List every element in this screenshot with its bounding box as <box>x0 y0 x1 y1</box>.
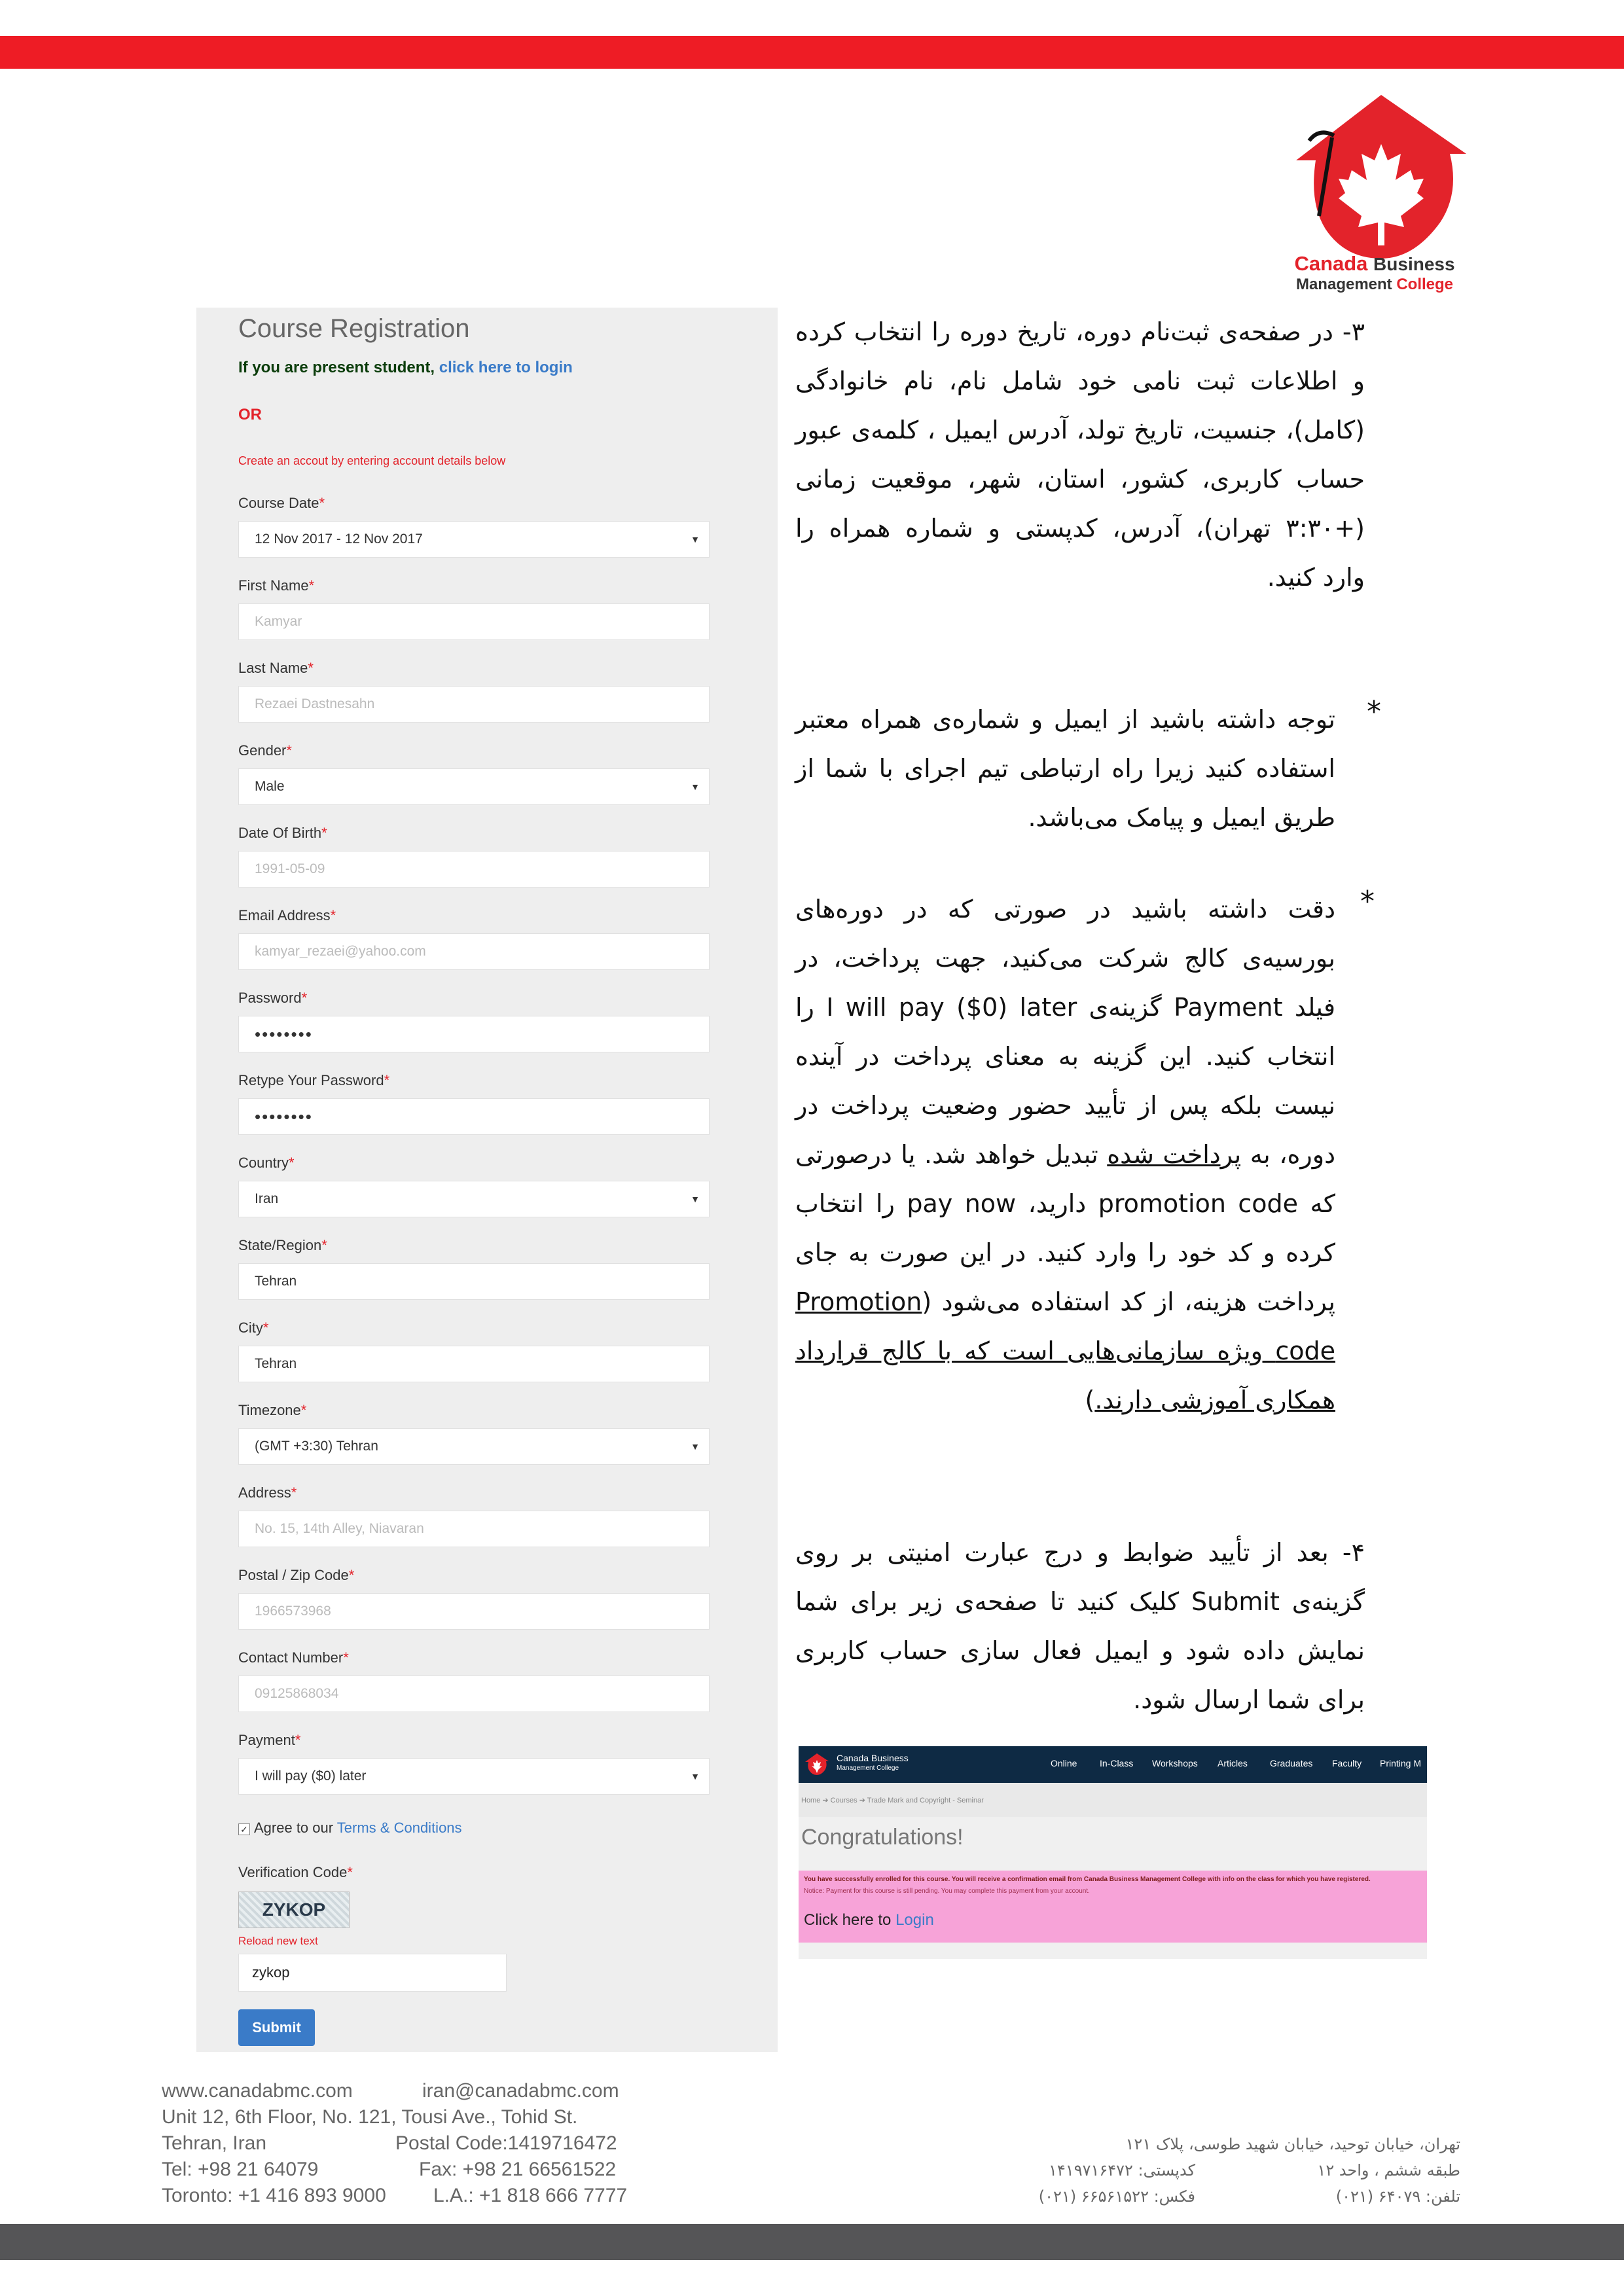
step3-text: در صفحه‌ی ثبت‌نام دوره، تاریخ دوره را انتخاب کرده و اطلاعات ثبت نامی خود شامل نام، نام خانوادگی (کامل)، جنسیت، تاریخ تولد، آدرس ایمیل ، کلمه‌ی عبور حساب کاربری، کشور، استان، شهر، موقعیت زمانی (+۳:۳۰ تهران)، آدرس، کدپستی و شماره همراه را وارد کنید. <box>795 317 1365 592</box>
city-label: City* <box>238 1319 269 1336</box>
last-name-value: Rezaei Dastnesahn <box>255 696 375 711</box>
agree-terms <box>238 1820 462 1837</box>
address-label: Address* <box>238 1484 297 1501</box>
nav-faculty[interactable]: Faculty <box>1332 1758 1362 1768</box>
contact-value: 09125868034 <box>255 1686 339 1701</box>
present-student-text <box>238 359 573 377</box>
step4-text: بعد از تأیید ضوابط و درج عبارت امنیتی بر روی گزینه‌ی Submit کلیک کنید تا صفحه‌ی زیر برای شما نمایش داده شود و ایمیل فعال سازی حساب کاربری برای شما ارسال شود. <box>795 1538 1365 1714</box>
retype-password-label-text: Retype Your Password <box>238 1072 384 1088</box>
retype-password-field[interactable] <box>238 1098 710 1135</box>
note2-paragraph <box>795 885 1335 1425</box>
footer-fa-tel: تلفن: ۶۴۰۷۹ (۰۲۱) <box>1335 2187 1460 2206</box>
contact-label-text: Contact Number <box>238 1649 344 1666</box>
postal-value: 1966573968 <box>255 1604 331 1619</box>
verification-code-value: zykop <box>252 1964 290 1981</box>
captcha-image: ZYKOP <box>238 1892 350 1928</box>
password-label: Password* <box>238 990 308 1006</box>
timezone-value: (GMT +3:30) Tehran <box>255 1439 378 1454</box>
create-account-hint: Create an accout by entering account details below <box>238 454 506 467</box>
payment-label-text: Payment <box>238 1732 295 1748</box>
note1-star: * <box>1367 695 1381 728</box>
nav-in-class[interactable]: In-Class <box>1100 1758 1134 1768</box>
step3-paragraph <box>795 308 1365 602</box>
footer-fax: Fax: +98 21 66561522 <box>419 2159 617 2180</box>
payment-select[interactable] <box>238 1758 710 1795</box>
form-title: Course Registration <box>238 314 470 343</box>
step4-paragraph <box>795 1528 1365 1725</box>
footer-la: L.A.: +1 818 666 7777 <box>433 2185 628 2206</box>
dob-label-text: Date Of Birth <box>238 825 322 841</box>
logo-name-canada: Canada <box>1294 252 1368 275</box>
note2-underlined1: پرداخت شده <box>1107 1140 1242 1169</box>
site-brand-line1: Canada Business <box>837 1753 909 1763</box>
gender-select[interactable] <box>238 768 710 805</box>
top-red-bar <box>0 36 1624 69</box>
submit-button[interactable]: Submit <box>238 2009 315 2046</box>
payment-notice: Notice: Payment for this course is still pending. You may complete this payment from your account. <box>804 1888 1090 1895</box>
footer-fa-fax: فکس: ۶۶۵۶۱۵۲۲ (۰۲۱) <box>1038 2187 1195 2206</box>
address-field[interactable] <box>238 1511 710 1547</box>
postal-label: Postal / Zip Code* <box>238 1567 355 1583</box>
nav-online[interactable]: Online <box>1051 1758 1077 1768</box>
first-name-field[interactable] <box>238 603 710 640</box>
breadcrumb: Home ➔ Courses ➔ Trade Mark and Copyright - Seminar <box>801 1797 984 1804</box>
payment-value: I will pay ($0) later <box>255 1768 367 1784</box>
footer-toronto: Toronto: +1 416 893 9000 <box>162 2185 386 2206</box>
step4-number: ۴- <box>1342 1538 1365 1567</box>
first-name-value: Kamyar <box>255 614 302 629</box>
gender-label-text: Gender <box>238 742 287 759</box>
logo-name-college: College <box>1396 275 1454 293</box>
retype-password-label: Retype Your Password* <box>238 1072 390 1088</box>
course-date-label-text: Course Date <box>238 495 319 511</box>
state-label-text: State/Region <box>238 1237 322 1253</box>
nav-workshops[interactable]: Workshops <box>1152 1758 1198 1768</box>
course-registration-form <box>196 308 778 2052</box>
country-label: Country* <box>238 1155 295 1171</box>
note2-underlined2: Promotion code ویژه سازمانی‌هایی است که با کالج قرارداد همکاری آموزشی دارند. <box>795 1287 1335 1414</box>
postal-field[interactable] <box>238 1593 710 1630</box>
agree-checkbox[interactable]: ✓ <box>238 1823 250 1835</box>
state-label: State/Region* <box>238 1237 327 1253</box>
footer-fa-postal: کدپستی: ۱۴۱۹۷۱۶۴۷۲ <box>1049 2161 1195 2179</box>
step3-number: ۳- <box>1342 317 1365 346</box>
gender-value: Male <box>255 779 285 794</box>
chevron-down-icon: ▼ <box>691 534 700 545</box>
note2-part1: دقت داشته باشید در صورتی که در دوره‌های بورسیه‌ی کالج شرکت می‌کنید، جهت پرداخت، در فیلد Payment گزینه‌ی I will pay ($0) later را انتخاب کنید. این گزینه به معنای پرداخت در آینده نیست بلکه پس از تأیید حضور وضعیت پرداخت در دوره، به <box>795 895 1335 1169</box>
nav-printing[interactable]: Printing M <box>1380 1758 1422 1768</box>
congrats-message: You have successfully enrolled for this course. You will receive a confirmation email from Canada Business Management College with info on the class for which you have registered. <box>804 1876 1371 1883</box>
timezone-label: Timezone* <box>238 1402 307 1418</box>
retype-password-value: •••••••• <box>255 1107 313 1126</box>
payment-label: Payment* <box>238 1732 301 1748</box>
verification-label: Verification Code* <box>238 1864 353 1880</box>
footer-postal: Postal Code:1419716472 <box>395 2132 617 2154</box>
reload-captcha-link[interactable]: Reload new text <box>238 1935 318 1947</box>
logo-wordmark <box>1270 252 1479 293</box>
first-name-label: First Name* <box>238 577 315 594</box>
verification-code-field[interactable] <box>238 1954 507 1992</box>
email-value: kamyar_rezaei@yahoo.com <box>255 944 426 959</box>
password-field[interactable] <box>238 1016 710 1052</box>
nav-graduates[interactable]: Graduates <box>1270 1758 1313 1768</box>
verification-label-text: Verification Code <box>238 1864 348 1880</box>
gender-label: Gender* <box>238 742 292 759</box>
footer-email: iran@canadabmc.com <box>422 2080 619 2102</box>
nav-articles[interactable]: Articles <box>1218 1758 1248 1768</box>
logo-name-management: Management <box>1295 275 1392 293</box>
email-label: Email Address* <box>238 907 336 924</box>
state-value: Tehran <box>255 1274 297 1289</box>
dob-label: Date Of Birth* <box>238 825 327 841</box>
dob-value: 1991-05-09 <box>255 861 325 876</box>
country-value: Iran <box>255 1191 279 1206</box>
city-field[interactable] <box>238 1346 710 1382</box>
login-link[interactable]: click here to login <box>439 359 573 376</box>
password-label-text: Password <box>238 990 302 1006</box>
click-here-login <box>804 1911 934 1929</box>
last-name-label: Last Name* <box>238 660 314 676</box>
city-value: Tehran <box>255 1356 297 1371</box>
chevron-down-icon: ▼ <box>691 1194 700 1204</box>
site-logo-icon <box>804 1751 830 1778</box>
contact-field[interactable] <box>238 1676 710 1712</box>
course-date-select[interactable] <box>238 521 710 558</box>
chevron-down-icon: ▼ <box>691 1771 700 1782</box>
agree-text: Agree to our <box>254 1820 334 1836</box>
contact-label: Contact Number* <box>238 1649 349 1666</box>
note2-part3: ) <box>1085 1386 1095 1414</box>
course-date-value: 12 Nov 2017 - 12 Nov 2017 <box>255 531 423 547</box>
dob-field[interactable] <box>238 851 710 888</box>
present-student-label: If you are present student, <box>238 359 435 376</box>
congratulations-screenshot <box>799 1746 1427 1959</box>
congrats-title: Congratulations! <box>801 1825 964 1850</box>
last-name-label-text: Last Name <box>238 660 308 676</box>
footer-tel: Tel: +98 21 64079 <box>162 2159 319 2180</box>
chevron-down-icon: ▼ <box>691 1441 700 1452</box>
login-link[interactable]: Login <box>895 1911 934 1929</box>
footer-fa-address2: طبقه ششم ، واحد ۱۲ <box>1317 2161 1460 2179</box>
note1-paragraph <box>795 695 1335 842</box>
site-brand <box>837 1753 909 1774</box>
logo-name-business: Business <box>1373 254 1455 274</box>
first-name-label-text: First Name <box>238 577 309 594</box>
timezone-select[interactable] <box>238 1428 710 1465</box>
address-label-text: Address <box>238 1484 291 1501</box>
email-field[interactable] <box>238 933 710 970</box>
address-value: No. 15, 14th Alley, Niavaran <box>255 1521 424 1536</box>
footer-city: Tehran, Iran <box>162 2132 267 2154</box>
footer-address: Unit 12, 6th Floor, No. 121, Tousi Ave., Tohid St. <box>162 2106 578 2128</box>
note2-star: * <box>1360 885 1375 918</box>
terms-link[interactable]: Terms & Conditions <box>336 1820 462 1836</box>
country-label-text: Country <box>238 1155 289 1171</box>
last-name-field[interactable] <box>238 686 710 723</box>
country-select[interactable] <box>238 1181 710 1217</box>
or-separator: OR <box>238 406 262 423</box>
note2-part2: تبدیل خواهد شد. یا درصورتی که promotion code دارید، pay now را انتخاب کرده و کد خود را وارد کنید. در این صورت به جای پرداخت هزینه، از کد استفاده می‌شود ( <box>795 1140 1336 1316</box>
postal-label-text: Postal / Zip Code <box>238 1567 349 1583</box>
click-here-text: Click here to <box>804 1911 892 1929</box>
email-label-text: Email Address <box>238 907 331 924</box>
city-label-text: City <box>238 1319 263 1336</box>
bottom-gray-bar <box>0 2224 1624 2260</box>
note1-text: توجه داشته باشید از ایمیل و شماره‌ی همراه معتبر استفاده کنید زیرا راه ارتباطی تیم اجرای با شما از طریق ایمیل و پیامک می‌باشد. <box>795 705 1335 832</box>
password-value: •••••••• <box>255 1024 313 1044</box>
site-brand-line2: Management College <box>837 1765 899 1772</box>
course-date-label: Course Date* <box>238 495 325 511</box>
footer-website: www.canadabmc.com <box>162 2080 353 2102</box>
timezone-label-text: Timezone <box>238 1402 301 1418</box>
state-field[interactable] <box>238 1263 710 1300</box>
footer-fa-address1: تهران، خیابان توحید، خیابان شهید طوسی، پلاک ۱۲۱ <box>1125 2135 1460 2153</box>
chevron-down-icon: ▼ <box>691 781 700 792</box>
